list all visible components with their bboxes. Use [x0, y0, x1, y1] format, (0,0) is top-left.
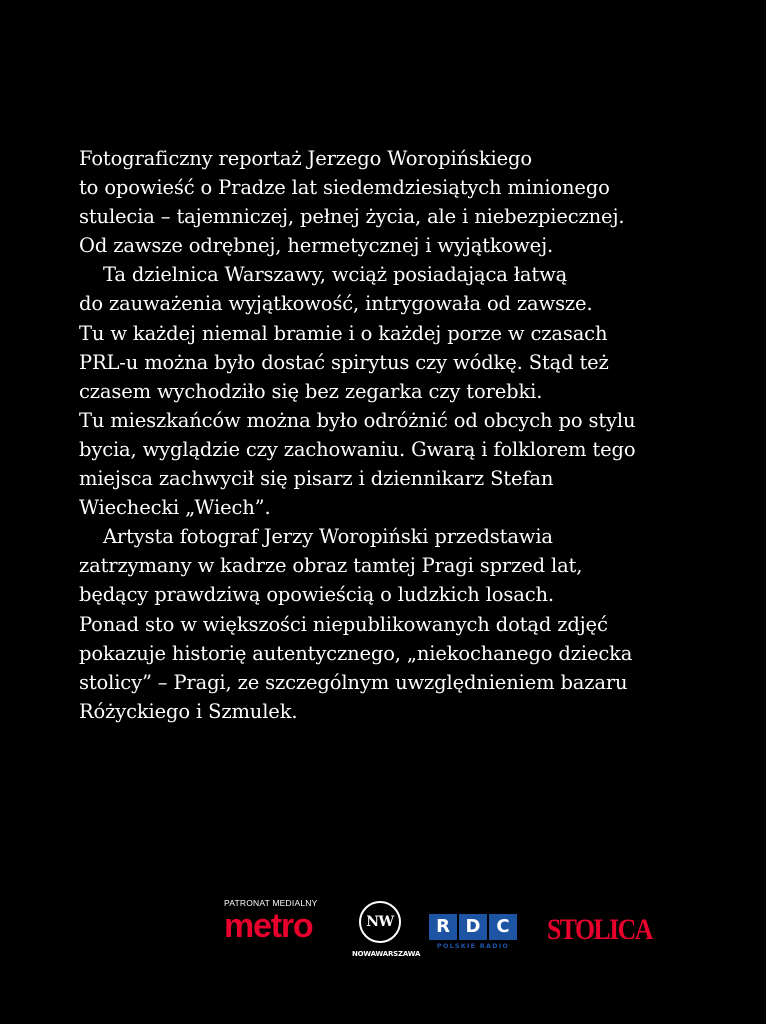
text-line: Artysta fotograf Jerzy Woropiński przedstawia	[103, 525, 553, 549]
text-line: stolicy” – Pragi, ze szczególnym uwzględnieniem bazaru	[79, 670, 628, 694]
metro-wordmark: metro	[224, 907, 313, 945]
media-patron-logos	[0, 895, 766, 975]
paragraph-2	[79, 260, 739, 522]
text-line: zatrzymany w kadrze obraz tamtej Pragi sprzed lat,	[79, 554, 583, 578]
rdc-logo	[429, 914, 519, 950]
paragraph-1	[79, 144, 739, 260]
rdc-letter-c: C	[489, 914, 517, 940]
patronat-label: PATRONAT MEDIALNY	[224, 898, 318, 908]
text-line: Ta dzielnica Warszawy, wciąż posiadająca łatwą	[103, 263, 568, 287]
text-line: Ponad sto w większości niepublikowanych dotąd zdjęć	[79, 612, 608, 636]
text-line: czasem wychodziło się bez zegarka czy torebki.	[79, 379, 543, 403]
text-line: będący prawdziwą opowieścią o ludzkich losach.	[79, 583, 554, 607]
nw-mark: NW	[366, 914, 394, 930]
text-line: miejsca zachwycił się pisarz i dziennikarz Stefan	[79, 467, 554, 491]
stolica-logo: STOLICA	[547, 913, 652, 946]
text-line: pokazuje historię autentycznego, „niekochanego dziecka	[79, 641, 633, 665]
text-line: Tu w każdej niemal bramie i o każdej porze w czasach	[79, 321, 608, 345]
rdc-subtitle: POLSKIE RADIO	[436, 942, 510, 950]
rdc-letter-d: D	[459, 914, 487, 940]
text-line: stulecia – tajemniczej, pełnej życia, ale i niebezpiecznej.	[79, 205, 625, 229]
rdc-letters	[429, 914, 519, 940]
nowa-warszawa-logo	[352, 901, 421, 958]
text-line: PRL-u można było dostać spirytus czy wódkę. Stąd też	[79, 350, 609, 374]
text-line: bycia, wyglądzie czy zachowaniu. Gwarą i folklorem tego	[79, 437, 636, 461]
text-line: Tu mieszkańców można było odróżnić od obcych po stylu	[79, 408, 636, 432]
text-line: Fotograficzny reportaż Jerzego Woropińskiego	[79, 147, 532, 170]
metro-logo	[224, 898, 334, 943]
rdc-letter-r: R	[429, 914, 457, 940]
back-cover-text	[79, 144, 739, 726]
text-line: Wiechecki „Wiech”.	[79, 496, 271, 520]
text-line: Od zawsze odrębnej, hermetycznej i wyjątkowej.	[79, 234, 554, 258]
text-line: to opowieść o Pradze lat siedemdziesiątych minionego	[79, 176, 610, 200]
text-line: do zauważenia wyjątkowość, intrygowała od zawsze.	[79, 292, 593, 316]
paragraph-3	[79, 522, 739, 726]
nw-label: NOWAWARSZAWA	[352, 950, 421, 958]
nw-circle-icon	[359, 901, 401, 943]
text-line: Różyckiego i Szmulek.	[79, 699, 298, 723]
